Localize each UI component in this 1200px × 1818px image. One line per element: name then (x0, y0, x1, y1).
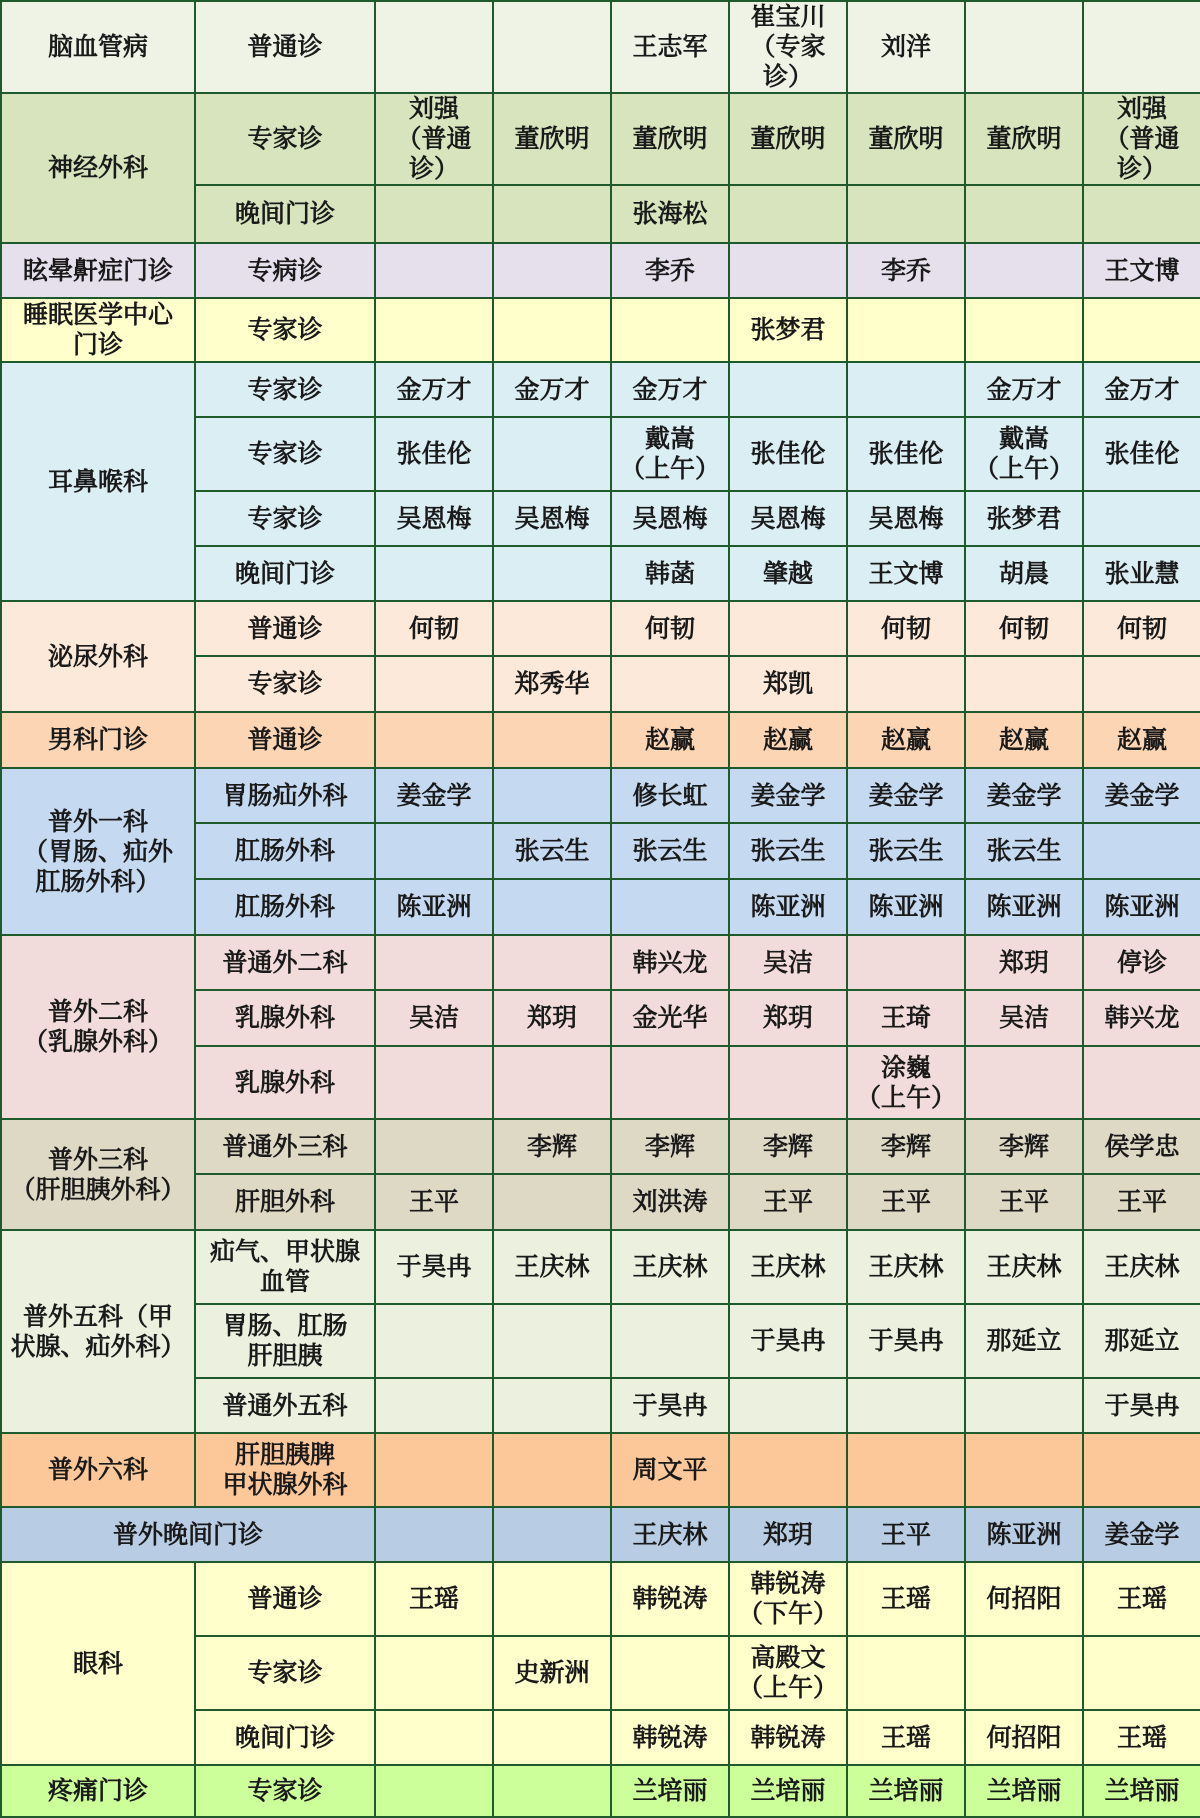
table-cell: 赵赢 (729, 712, 847, 768)
table-cell: 普外六科 (1, 1433, 195, 1507)
table-cell: 何韧 (611, 601, 729, 656)
table-cell: 王平 (375, 1174, 493, 1230)
table-cell: 王平 (847, 1507, 965, 1562)
table-cell: 普通外五科 (195, 1378, 375, 1433)
table-cell: 张云生 (493, 823, 611, 879)
table-cell (493, 1304, 611, 1378)
table-cell: 郑凯 (729, 656, 847, 712)
table-cell: 张佳伦 (847, 417, 965, 491)
table-cell: 李辉 (611, 1119, 729, 1174)
table-cell (375, 298, 493, 362)
table-cell (493, 601, 611, 656)
table-cell: 郑秀华 (493, 656, 611, 712)
table-cell (375, 1507, 493, 1562)
table-cell (493, 1046, 611, 1119)
table-cell (1083, 656, 1200, 712)
table-cell: 何韧 (1083, 601, 1200, 656)
table-cell: 金万才 (375, 362, 493, 417)
table-cell: 专病诊 (195, 243, 375, 298)
table-cell: 张云生 (847, 823, 965, 879)
table-cell: 陈亚洲 (847, 879, 965, 935)
table-cell: 神经外科 (1, 93, 195, 243)
table-cell: 何韧 (965, 601, 1083, 656)
table-cell: 姜金学 (1083, 768, 1200, 823)
table-cell: 姜金学 (375, 768, 493, 823)
table-cell (847, 298, 965, 362)
table-row (1, 1562, 1200, 1636)
table-cell: 郑玥 (729, 1507, 847, 1562)
table-cell: 王庆林 (493, 1230, 611, 1304)
table-cell (611, 1636, 729, 1710)
table-cell: 普通外三科 (195, 1119, 375, 1174)
table-row (1, 601, 1200, 656)
table-cell (611, 298, 729, 362)
table-cell: 男科门诊 (1, 712, 195, 768)
table-cell: 王平 (1083, 1174, 1200, 1230)
table-cell: 韩锐涛 (729, 1710, 847, 1765)
table-cell (375, 656, 493, 712)
table-cell (375, 1046, 493, 1119)
table-cell: 韩菡 (611, 546, 729, 601)
table-cell: 眩晕鼾症门诊 (1, 243, 195, 298)
table-cell: 普外晚间门诊 (1, 1507, 375, 1562)
table-cell: 王庆林 (611, 1230, 729, 1304)
table-cell: 晚间门诊 (195, 1710, 375, 1765)
table-cell: 陈亚洲 (375, 879, 493, 935)
table-cell: 停诊 (1083, 935, 1200, 990)
table-cell: 涂巍 （上午） (847, 1046, 965, 1119)
table-cell: 张云生 (729, 823, 847, 879)
table-cell: 韩兴龙 (611, 935, 729, 990)
table-cell: 吴恩梅 (375, 491, 493, 546)
table-cell: 赵赢 (1083, 712, 1200, 768)
table-cell: 胃肠疝外科 (195, 768, 375, 823)
table-cell: 疼痛门诊 (1, 1765, 195, 1817)
table-cell (493, 1562, 611, 1636)
table-cell: 王庆林 (847, 1230, 965, 1304)
table-cell: 专家诊 (195, 491, 375, 546)
table-cell: 专家诊 (195, 417, 375, 491)
table-row (1, 1119, 1200, 1174)
table-cell: 陈亚洲 (729, 879, 847, 935)
table-cell (965, 298, 1083, 362)
table-cell: 姜金学 (1083, 1507, 1200, 1562)
table-cell: 李乔 (611, 243, 729, 298)
table-cell: 李乔 (847, 243, 965, 298)
table-row (1, 362, 1200, 417)
table-cell (493, 1507, 611, 1562)
table-cell (611, 656, 729, 712)
table-cell: 吴洁 (375, 990, 493, 1046)
table-cell: 李辉 (493, 1119, 611, 1174)
table-cell (493, 1710, 611, 1765)
table-cell: 史新洲 (493, 1636, 611, 1710)
table-cell: 肇越 (729, 546, 847, 601)
table-cell (965, 243, 1083, 298)
table-cell: 董欣明 (611, 93, 729, 185)
table-cell (965, 185, 1083, 243)
table-cell: 胃肠、肛肠 肝胆胰 (195, 1304, 375, 1378)
table-cell (729, 185, 847, 243)
table-cell: 张佳伦 (375, 417, 493, 491)
table-cell: 普外五科（甲 状腺、疝外科） (1, 1230, 195, 1433)
table-cell: 吴恩梅 (611, 491, 729, 546)
table-cell: 吴洁 (965, 990, 1083, 1046)
schedule-body (1, 1, 1200, 1817)
table-cell (493, 298, 611, 362)
table-cell (375, 243, 493, 298)
table-cell: 张业慧 (1083, 546, 1200, 601)
table-cell (375, 1710, 493, 1765)
table-row (1, 712, 1200, 768)
table-row (1, 768, 1200, 823)
table-cell: 金万才 (1083, 362, 1200, 417)
table-cell: 于昊冉 (729, 1304, 847, 1378)
table-cell: 陈亚洲 (965, 1507, 1083, 1562)
table-cell: 兰培丽 (1083, 1765, 1200, 1817)
table-cell: 高殿文 （上午） (729, 1636, 847, 1710)
table-cell: 张梦君 (965, 491, 1083, 546)
table-cell (375, 1765, 493, 1817)
table-cell: 于昊冉 (611, 1378, 729, 1433)
table-cell (493, 768, 611, 823)
table-cell: 戴嵩 （上午） (965, 417, 1083, 491)
table-cell: 专家诊 (195, 93, 375, 185)
table-cell: 侯学忠 (1083, 1119, 1200, 1174)
table-cell: 张云生 (965, 823, 1083, 879)
table-cell (1083, 823, 1200, 879)
table-cell (847, 1636, 965, 1710)
table-cell (965, 1, 1083, 93)
table-cell: 张海松 (611, 185, 729, 243)
table-cell: 兰培丽 (611, 1765, 729, 1817)
table-cell: 吴洁 (729, 935, 847, 990)
table-cell: 专家诊 (195, 1765, 375, 1817)
table-cell: 王文博 (847, 546, 965, 601)
table-cell: 专家诊 (195, 298, 375, 362)
table-cell (1083, 491, 1200, 546)
table-cell (493, 879, 611, 935)
table-cell (847, 935, 965, 990)
table-cell: 郑玥 (729, 990, 847, 1046)
table-cell: 何韧 (847, 601, 965, 656)
table-cell (847, 185, 965, 243)
table-cell: 于昊冉 (375, 1230, 493, 1304)
table-cell: 姜金学 (965, 768, 1083, 823)
table-cell: 金光华 (611, 990, 729, 1046)
table-cell: 何招阳 (965, 1562, 1083, 1636)
table-cell: 王庆林 (1083, 1230, 1200, 1304)
table-cell (493, 712, 611, 768)
table-cell: 郑玥 (965, 935, 1083, 990)
table-cell: 王琦 (847, 990, 965, 1046)
table-cell (729, 362, 847, 417)
table-cell: 王庆林 (965, 1230, 1083, 1304)
table-cell (847, 656, 965, 712)
table-cell: 那延立 (965, 1304, 1083, 1378)
table-cell: 周文平 (611, 1433, 729, 1507)
table-cell: 普外二科 （乳腺外科） (1, 935, 195, 1119)
table-cell (965, 1378, 1083, 1433)
table-row (1, 243, 1200, 298)
table-cell (729, 243, 847, 298)
table-cell: 崔宝川 （专家诊） (729, 1, 847, 93)
table-cell: 肛肠外科 (195, 823, 375, 879)
table-cell: 乳腺外科 (195, 1046, 375, 1119)
table-cell (493, 417, 611, 491)
table-cell: 普通诊 (195, 1, 375, 93)
table-cell: 修长虹 (611, 768, 729, 823)
table-cell: 于昊冉 (847, 1304, 965, 1378)
table-cell: 张佳伦 (729, 417, 847, 491)
table-cell (375, 1119, 493, 1174)
table-cell (375, 935, 493, 990)
table-cell: 韩锐涛 （下午） (729, 1562, 847, 1636)
table-cell: 普通诊 (195, 1562, 375, 1636)
table-cell: 王平 (847, 1174, 965, 1230)
table-cell: 王志军 (611, 1, 729, 93)
table-cell: 何招阳 (965, 1710, 1083, 1765)
table-cell: 韩锐涛 (611, 1710, 729, 1765)
table-cell: 李辉 (729, 1119, 847, 1174)
table-cell (611, 879, 729, 935)
table-cell: 金万才 (611, 362, 729, 417)
table-cell: 李辉 (847, 1119, 965, 1174)
table-cell (1083, 185, 1200, 243)
table-cell: 王平 (965, 1174, 1083, 1230)
table-cell: 戴嵩 （上午） (611, 417, 729, 491)
table-cell: 韩锐涛 (611, 1562, 729, 1636)
table-cell: 董欣明 (493, 93, 611, 185)
table-cell: 陈亚洲 (1083, 879, 1200, 935)
table-cell: 疝气、甲状腺 血管 (195, 1230, 375, 1304)
table-cell (611, 1046, 729, 1119)
table-cell (493, 185, 611, 243)
table-cell: 张佳伦 (1083, 417, 1200, 491)
table-cell: 肛肠外科 (195, 879, 375, 935)
table-cell: 普通外二科 (195, 935, 375, 990)
table-cell: 肝胆外科 (195, 1174, 375, 1230)
table-cell: 兰培丽 (729, 1765, 847, 1817)
table-cell: 金万才 (965, 362, 1083, 417)
table-cell: 姜金学 (729, 768, 847, 823)
table-cell (847, 1378, 965, 1433)
table-cell: 那延立 (1083, 1304, 1200, 1378)
table-cell: 眼科 (1, 1562, 195, 1765)
table-cell: 陈亚洲 (965, 879, 1083, 935)
table-cell: 王瑶 (847, 1710, 965, 1765)
table-cell (1083, 1433, 1200, 1507)
table-cell: 王瑶 (1083, 1710, 1200, 1765)
table-cell: 吴恩梅 (493, 491, 611, 546)
table-cell (493, 1174, 611, 1230)
table-cell: 金万才 (493, 362, 611, 417)
table-cell (611, 1304, 729, 1378)
table-cell: 王庆林 (611, 1507, 729, 1562)
table-cell (375, 823, 493, 879)
table-cell: 普外三科 （肝胆胰外科） (1, 1119, 195, 1230)
table-cell: 普通诊 (195, 712, 375, 768)
table-cell (729, 1433, 847, 1507)
table-cell (847, 362, 965, 417)
table-cell: 睡眠医学中心 门诊 (1, 298, 195, 362)
table-cell: 赵赢 (847, 712, 965, 768)
table-cell (493, 935, 611, 990)
table-cell: 普外一科 （胃肠、疝外 肛肠外科） (1, 768, 195, 935)
table-cell: 刘强 （普通诊） (375, 93, 493, 185)
table-cell (729, 601, 847, 656)
table-cell: 王庆林 (729, 1230, 847, 1304)
table-cell (729, 1378, 847, 1433)
table-cell (375, 546, 493, 601)
table-cell: 专家诊 (195, 362, 375, 417)
table-row (1, 1230, 1200, 1304)
table-cell (965, 1433, 1083, 1507)
table-cell: 郑玥 (493, 990, 611, 1046)
table-cell (375, 1304, 493, 1378)
table-cell (375, 1433, 493, 1507)
table-cell (847, 1433, 965, 1507)
table-row (1, 298, 1200, 362)
table-cell (493, 1765, 611, 1817)
table-cell: 王瑶 (847, 1562, 965, 1636)
table-cell (965, 1636, 1083, 1710)
table-row (1, 1433, 1200, 1507)
table-cell: 王瑶 (375, 1562, 493, 1636)
table-cell: 乳腺外科 (195, 990, 375, 1046)
table-cell: 胡晨 (965, 546, 1083, 601)
table-cell: 兰培丽 (965, 1765, 1083, 1817)
table-cell: 于昊冉 (1083, 1378, 1200, 1433)
table-cell: 张梦君 (729, 298, 847, 362)
table-cell: 张云生 (611, 823, 729, 879)
table-row (1, 935, 1200, 990)
table-cell: 赵赢 (965, 712, 1083, 768)
table-cell: 肝胆胰脾 甲状腺外科 (195, 1433, 375, 1507)
table-cell: 王文博 (1083, 243, 1200, 298)
table-cell (1083, 1636, 1200, 1710)
table-cell (965, 1046, 1083, 1119)
table-cell: 吴恩梅 (729, 491, 847, 546)
table-cell (375, 1636, 493, 1710)
table-row (1, 1765, 1200, 1817)
table-cell: 晚间门诊 (195, 546, 375, 601)
table-cell (375, 185, 493, 243)
table-cell (375, 1378, 493, 1433)
table-row (1, 93, 1200, 185)
table-cell: 泌尿外科 (1, 601, 195, 712)
table-cell (1083, 298, 1200, 362)
table-cell: 晚间门诊 (195, 185, 375, 243)
table-cell: 董欣明 (729, 93, 847, 185)
table-cell: 王平 (729, 1174, 847, 1230)
table-cell: 王瑶 (1083, 1562, 1200, 1636)
table-cell: 韩兴龙 (1083, 990, 1200, 1046)
table-cell: 董欣明 (847, 93, 965, 185)
table-cell (1083, 1046, 1200, 1119)
table-cell (493, 243, 611, 298)
table-cell: 刘洪涛 (611, 1174, 729, 1230)
table-cell: 刘洋 (847, 1, 965, 93)
table-cell: 何韧 (375, 601, 493, 656)
table-cell: 普通诊 (195, 601, 375, 656)
table-cell: 兰培丽 (847, 1765, 965, 1817)
table-cell: 李辉 (965, 1119, 1083, 1174)
table-cell (729, 1046, 847, 1119)
table-cell (493, 1433, 611, 1507)
table-cell (493, 546, 611, 601)
table-cell: 专家诊 (195, 1636, 375, 1710)
table-cell: 姜金学 (847, 768, 965, 823)
table-cell (375, 1, 493, 93)
table-cell: 耳鼻喉科 (1, 362, 195, 601)
table-cell (493, 1378, 611, 1433)
table-cell: 赵赢 (611, 712, 729, 768)
table-cell: 脑血管病 (1, 1, 195, 93)
table-row (1, 1507, 1200, 1562)
table-cell: 董欣明 (965, 93, 1083, 185)
table-cell (375, 712, 493, 768)
table-cell (965, 656, 1083, 712)
table-cell: 刘强 （普通诊） (1083, 93, 1200, 185)
table-cell: 吴恩梅 (847, 491, 965, 546)
table-cell (1083, 1, 1200, 93)
table-cell (493, 1, 611, 93)
table-cell: 专家诊 (195, 656, 375, 712)
table-row (1, 1, 1200, 93)
